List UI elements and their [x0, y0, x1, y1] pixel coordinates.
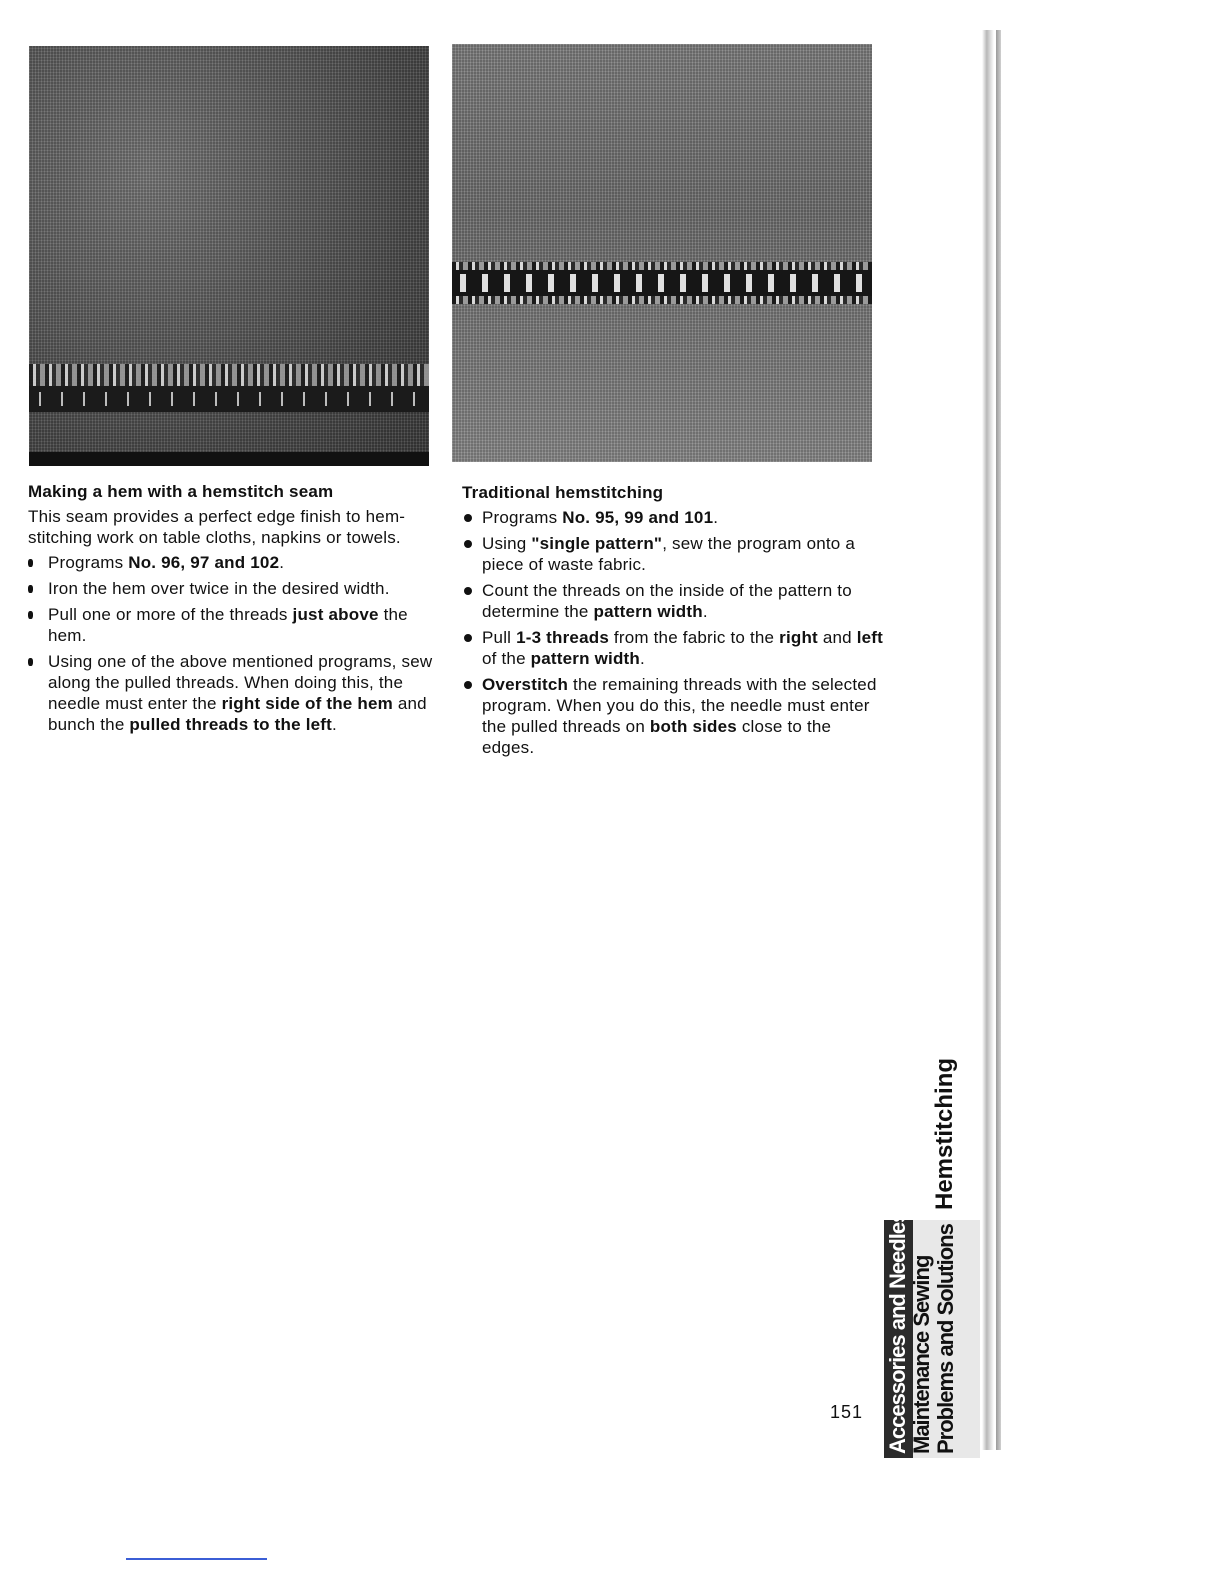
pulled-threads-band [29, 386, 429, 412]
hem-photo [29, 46, 429, 466]
body-text: of the [482, 649, 531, 668]
bullet-icon [464, 514, 472, 522]
hemstitching-photo [452, 44, 872, 462]
bullet-icon [464, 634, 472, 642]
body-text: . [332, 715, 337, 734]
emphasis-text: Overstitch [482, 675, 569, 694]
pulled-threads-band [452, 270, 872, 296]
footer-rule [126, 1558, 267, 1560]
body-text: close to the edges. [482, 717, 832, 757]
emphasis-text: right [779, 628, 818, 647]
body-text: , sew the program onto a piece of waste fabric. [482, 534, 856, 574]
list-item [28, 552, 442, 573]
list-item [462, 580, 887, 622]
list-item [28, 651, 442, 735]
emphasis-text: left [856, 628, 884, 647]
chapter-tab-active[interactable] [925, 1020, 965, 1210]
hem-edge [29, 452, 429, 466]
bullet-icon [464, 587, 472, 595]
body-text: the remaining threads with the selected program. When you do this, the needle must enter the pulled threads on [482, 675, 877, 736]
body-text: from the fabric to the [608, 628, 780, 647]
traditional-section [462, 482, 887, 763]
bullet-icon [464, 540, 472, 548]
page-number: 151 [830, 1402, 864, 1422]
bullet-icon [28, 585, 33, 593]
body-text: and bunch the [48, 694, 427, 734]
emphasis-text: pattern width [530, 649, 640, 668]
body-text: . [713, 508, 719, 527]
chapter-tab-problems[interactable]: Problems and Solutions [933, 1224, 958, 1454]
body-text: and [817, 628, 857, 647]
bullet-icon [28, 658, 33, 666]
body-text: . [640, 649, 645, 668]
emphasis-text: 1-3 threads [516, 628, 609, 647]
section-heading: Making a hem with a hemstitch seam [28, 482, 334, 501]
bullet-icon [464, 681, 472, 689]
body-text: the hem. [48, 605, 408, 645]
chapter-tab-maintenance[interactable]: Maintenance Sewing [909, 1255, 934, 1454]
emphasis-text: "single pattern" [531, 534, 663, 553]
list-item [28, 604, 442, 646]
chapter-tab-stack[interactable] [884, 1211, 980, 1458]
chapter-tab-label: Hemstitching [931, 1057, 958, 1210]
section-heading: Traditional hemstitching [462, 483, 664, 502]
body-text: Using one of the above mentioned programs, sew along the pulled threads. When doing this, the needle must enter the [48, 652, 433, 713]
emphasis-text: just above [292, 605, 379, 624]
body-text: Count the threads on the inside of the pattern to determine the [482, 581, 852, 621]
page-edge-strip [982, 30, 994, 1450]
emphasis-text: both sides [649, 717, 737, 736]
emphasis-text: No. 95, 99 and 101 [562, 508, 714, 527]
body-text: Programs [48, 553, 129, 572]
body-text: Pull [482, 628, 517, 647]
chapter-tab-labels [884, 1211, 980, 1458]
body-text: Iron the hem over twice in the desired width. [48, 579, 390, 598]
body-text: Pull one or more of the threads [48, 605, 293, 624]
bullet-icon [28, 611, 33, 619]
emphasis-text: No. 96, 97 and 102 [128, 553, 280, 572]
list-item [462, 507, 887, 528]
emphasis-text: pulled threads to the left [129, 715, 333, 734]
list-item [28, 578, 442, 599]
body-text: . [702, 602, 708, 621]
bullet-icon [28, 559, 33, 567]
list-item [462, 627, 887, 669]
hem-section [28, 481, 442, 740]
emphasis-text: right side of the hem [221, 694, 393, 713]
instruction-list [462, 507, 887, 758]
body-text: Programs [482, 508, 563, 527]
instruction-list [28, 552, 442, 735]
body-text: . [279, 553, 285, 572]
emphasis-text: pattern width [593, 602, 703, 621]
list-item [462, 674, 887, 758]
chapter-tab-accessories[interactable]: Accessories and Needles [884, 1220, 910, 1458]
body-text: Using [482, 534, 532, 553]
list-item [462, 533, 887, 575]
section-intro: This seam provides a perfect edge finish to hem-stitching work on table cloths, napkins or towels. [28, 507, 406, 547]
page-edge-strip [996, 30, 1001, 1450]
